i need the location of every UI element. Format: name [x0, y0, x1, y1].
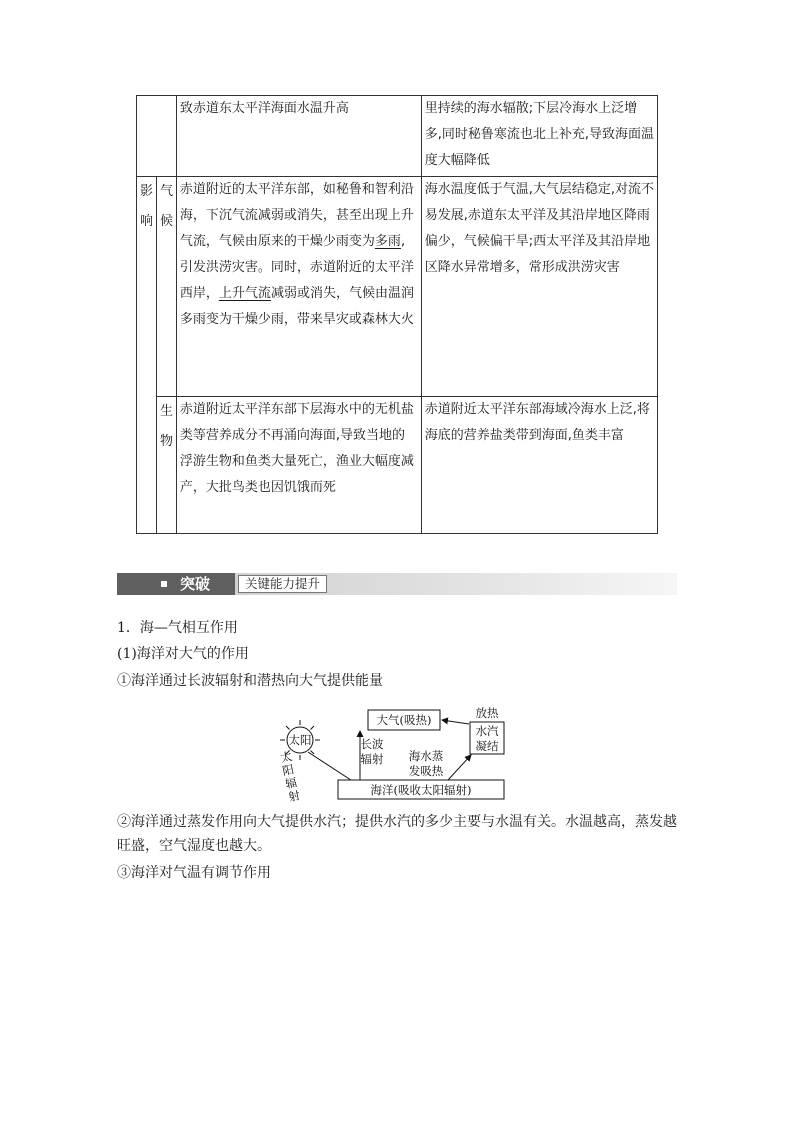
- table-cell: [137, 96, 177, 177]
- biology-char: 生: [159, 404, 173, 419]
- biology-char: 物: [159, 434, 173, 449]
- influence-char: 响: [140, 214, 154, 229]
- condensation-label: 凝结: [475, 739, 499, 753]
- atmosphere-label: 大气(吸热): [376, 713, 432, 727]
- air-sea-energy-diagram: [270, 700, 510, 805]
- evaporation-label: 发吸热: [408, 764, 444, 778]
- heading-1: 1．海—气相互作用: [117, 620, 238, 636]
- climate-label-cell: [156, 177, 176, 397]
- underlined-text: 多雨: [374, 234, 401, 249]
- climate-la-nina-cell: 海水温度低于气温,大气层结稳定,对流不易发展,赤道东太平洋及其沿岸地区降雨偏少，气候偏干旱;西太平洋及其沿岸地区降水异常增多，常形成洪涝灾害: [421, 177, 657, 397]
- longwave-label: 长波: [360, 737, 384, 751]
- square-bullet-icon: [161, 581, 167, 587]
- influence-label-cell: [137, 177, 157, 534]
- list-item: ②海洋通过蒸发作用向大气提供水汽；提供水汽的多少主要与水温有关。水温越高，蒸发越旺盛，空气湿度也越大。: [117, 814, 677, 854]
- list-item: ①海洋通过长波辐射和潜热向大气提供能量: [117, 673, 383, 689]
- list-item: ③海洋对气温有调节作用: [117, 865, 271, 881]
- sun-label: 太阳: [288, 733, 312, 747]
- condensation-label: 水汽: [475, 724, 499, 738]
- section-header: [117, 573, 677, 595]
- table-cell: 致赤道东太平洋海面水温升高: [176, 96, 421, 177]
- release-heat-arrow: [442, 720, 469, 724]
- biology-la-nina-cell: 赤道附近太平洋东部海域冷海水上泛,将海底的营养盐类带到海面,鱼类丰富: [421, 397, 657, 534]
- solar-radiation-char: 辐: [284, 775, 299, 792]
- solar-radiation-char: 射: [287, 788, 302, 805]
- biology-el-nino-cell: 赤道附近太平洋东部下层海水中的无机盐类等营养成分不再涌向海面,导致当地的浮游生物和鱼类大量死亡，渔业大幅度减产，大批鸟类也因饥饿而死: [176, 397, 421, 534]
- solar-radiation-char: 阳: [281, 762, 296, 779]
- enso-effects-table: [136, 95, 658, 534]
- climate-char: 候: [159, 214, 173, 229]
- table-row: [137, 177, 658, 397]
- underlined-text: 上升气流: [218, 286, 271, 301]
- table-cell: 里持续的海水辐散;下层冷海水上泛增多,同时秘鲁寒流也北上补充,导致海面温度大幅降低: [421, 96, 657, 177]
- subheading: (1)海洋对大气的作用: [117, 646, 249, 662]
- climate-el-nino-cell: 赤道附近的太平洋东部，如秘鲁和智利沿海，下沉气流减弱或消失，甚至出现上升气流，气候由原来的干燥少雨变为多雨,引发洪涝灾害。同时，赤道附近的太平洋西岸，上升气流减弱或消失，气候由温润多雨变为干燥少雨，带来旱灾或森林大火: [176, 177, 421, 397]
- climate-char: 气: [159, 184, 173, 199]
- table-row: [137, 96, 658, 177]
- evaporation-arrow: [448, 755, 471, 780]
- ocean-label: 海洋(吸收太阳辐射): [370, 783, 472, 797]
- longwave-label: 辐射: [360, 752, 384, 766]
- influence-char: 影: [140, 184, 154, 199]
- evaporation-label: 海水蒸: [408, 749, 444, 763]
- biology-label-cell: [156, 397, 176, 534]
- section-header-tab: [117, 573, 235, 595]
- table-row: [137, 397, 658, 534]
- solar-radiation-char: 太: [279, 749, 294, 766]
- section-subtitle: 关键能力提升: [238, 575, 327, 593]
- section-title: 突破: [180, 575, 211, 593]
- release-heat-label: 放热: [475, 706, 499, 720]
